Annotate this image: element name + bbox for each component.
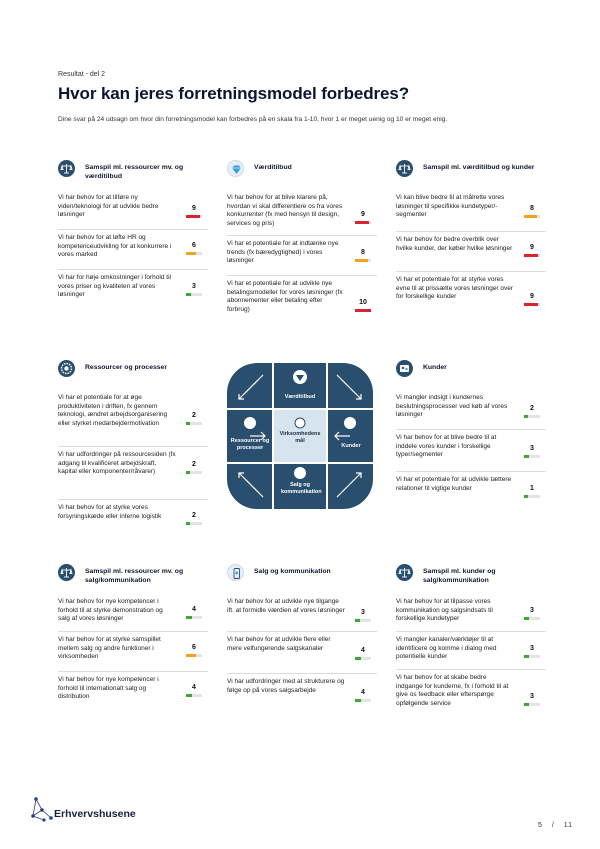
statement-item (58, 500, 208, 538)
section-vaerditilbud (227, 160, 377, 326)
statement-item (227, 632, 377, 674)
score-value: 9 (361, 211, 365, 218)
score-value: 4 (192, 684, 196, 691)
score-indicator (355, 298, 371, 312)
statement-text: Vi har behov for at løfte HR og kompetenceudvikling for at konkurrere i vores marked (58, 234, 172, 258)
score-indicator (524, 243, 540, 257)
score-indicator (355, 608, 371, 622)
score-bar-fill (186, 616, 192, 619)
scale-icon (396, 564, 413, 581)
score-indicator (186, 411, 202, 425)
scale-icon (396, 160, 413, 177)
score-bar (186, 694, 202, 697)
score-indicator (524, 606, 540, 620)
score-value: 4 (361, 689, 365, 696)
page-title: Hvor kan jeres forretningsmodel forbedres? (58, 84, 409, 103)
score-value: 2 (192, 461, 196, 468)
statement-item (396, 632, 546, 670)
statement-item (227, 236, 377, 276)
page-total: 11 (563, 822, 574, 829)
score-bar (186, 654, 202, 657)
score-bar (524, 617, 540, 620)
score-bar (355, 699, 371, 702)
score-bar-fill (186, 694, 192, 697)
section-samspil-ressourcer-vaerditilbud (58, 160, 208, 308)
score-bar-fill (524, 215, 537, 218)
statement-item (396, 190, 546, 232)
score-indicator (524, 644, 540, 658)
statement-text: Vi har behov for at tilføre ny viden/teknologi for at udvikle bedre løsninger (58, 194, 159, 218)
score-bar-fill (186, 252, 196, 255)
section-header (227, 160, 377, 186)
score-bar (186, 215, 202, 218)
score-value: 3 (530, 645, 534, 652)
statement-text: Vi har behov for bedre overblik over hvilke kunder, der køber hvilke løsninger (396, 236, 513, 252)
score-indicator (524, 292, 540, 306)
score-value: 10 (359, 299, 367, 306)
score-value: 9 (530, 244, 534, 251)
score-bar-fill (524, 703, 529, 706)
section-salg-kommunikation (227, 564, 377, 710)
section-title: Kunder (423, 364, 447, 371)
section-header (58, 160, 208, 186)
score-indicator (186, 643, 202, 657)
score-bar-fill (355, 699, 361, 702)
score-value: 8 (530, 205, 534, 212)
statement-item (396, 272, 546, 316)
statement-text: Vi har behov for at blive klarere på, hvordan vi skal differentiere os fra vores konkurrenter (fx med hensyn til design, services og pris) (227, 194, 343, 227)
score-bar-fill (186, 293, 191, 296)
diagram-left-label: Ressourcer og processer (230, 438, 270, 451)
section-kunder (396, 360, 546, 508)
score-indicator (186, 605, 202, 619)
score-indicator (186, 683, 202, 697)
score-bar-fill (186, 422, 190, 425)
statement-text: Vi har behov for at udvikle flere eller mere velfungerende salgskanaler (227, 636, 331, 652)
score-bar (524, 254, 540, 257)
score-bar-fill (524, 254, 538, 257)
diamond-icon (227, 160, 244, 177)
score-value: 2 (530, 405, 534, 412)
score-bar (186, 616, 202, 619)
score-indicator (186, 460, 202, 474)
score-value: 3 (530, 607, 534, 614)
section-samspil-vaerditilbud-kunder (396, 160, 546, 316)
score-bar (524, 215, 540, 218)
score-value: 3 (192, 283, 196, 290)
section-header (227, 564, 377, 590)
score-indicator (524, 484, 540, 498)
diagram-bottom-label: Salg og kommunikation (281, 482, 322, 495)
score-value: 4 (192, 606, 196, 613)
score-bar (355, 309, 371, 312)
score-bar (524, 303, 540, 306)
score-indicator (355, 688, 371, 702)
statement-item (396, 594, 546, 632)
score-indicator (524, 404, 540, 418)
score-bar-fill (186, 654, 196, 657)
score-bar (524, 495, 540, 498)
statement-text: Vi har et potentiale for at udvikle nye betalingsmodeller for vores løsninger (fx abonnementer eller betaling efter forbrug) (227, 280, 343, 313)
score-bar (355, 619, 371, 622)
statement-text: Vi har et potentiale for at styrke vores evne til at prissætte vores løsninger over for forskellige kunder (396, 276, 514, 300)
statement-item (396, 430, 546, 472)
statement-text: Vi har for høje omkostninger i forhold til vores priser og kvaliteten af vores løsninger (58, 274, 171, 298)
score-bar-fill (186, 215, 200, 218)
statement-text: Vi har et potentiale for at udvikle tættere relationer til vigtige kunder (396, 476, 512, 492)
statement-item (58, 672, 208, 708)
scale-icon (58, 564, 75, 581)
statement-item (396, 472, 546, 508)
score-value: 3 (530, 693, 534, 700)
score-bar (524, 655, 540, 658)
score-bar-fill (524, 455, 529, 458)
score-indicator (355, 646, 371, 660)
score-indicator (524, 444, 540, 458)
score-bar (186, 422, 202, 425)
score-indicator (186, 282, 202, 296)
statement-item (227, 674, 377, 710)
statement-text: Vi har behov for at udvikle nye tilgange ift. at formidle værdien af vores løsninger (227, 598, 345, 614)
diagram-center-label: Virksomhedens mål (279, 431, 321, 444)
statement-text: Vi har behov for nye kompetencer i forhold til internationalt salg og distribution (58, 676, 159, 700)
statement-item (227, 190, 377, 236)
statement-item (227, 276, 377, 326)
score-bar-fill (355, 309, 371, 312)
scale-icon (58, 160, 75, 177)
section-header (396, 160, 546, 186)
statement-item (58, 390, 208, 447)
score-value: 2 (192, 412, 196, 419)
intro-text: Dine svar på 24 udsagn om hvor din forretningsmodel kan forbedres på en skala fra 1-10, hvor 1 er meget uenig og 10 er meget enig. (58, 116, 448, 123)
section-title: Salg og kommunikation (254, 568, 331, 575)
score-value: 3 (530, 445, 534, 452)
statement-item (58, 230, 208, 270)
statement-item (58, 594, 208, 632)
section-title: Værditilbud (254, 164, 292, 171)
statement-item (58, 632, 208, 672)
score-indicator (186, 204, 202, 218)
network-logo-icon (30, 796, 56, 822)
statement-text: Vi kan blive bedre til at målrette vores løsninger til specifikke kundetyper/-segmenter (396, 194, 505, 218)
customers-icon (396, 360, 413, 377)
score-bar (355, 259, 371, 262)
statement-text: Vi har behov for at blive bedre til at inddele vores kunder i forskellige typer/segmenter (396, 434, 497, 458)
section-title: Ressourcer og processer (85, 364, 167, 371)
statement-text: Vi har behov for at styrke samspillet mellem salg og andre funktioner i virksomheden (58, 636, 161, 660)
score-bar-fill (355, 221, 369, 224)
section-header (396, 564, 546, 590)
score-value: 9 (530, 293, 534, 300)
page-number (538, 822, 573, 829)
score-value: 2 (192, 512, 196, 519)
score-indicator (524, 692, 540, 706)
gear-icon (58, 360, 75, 377)
phone-icon (227, 564, 244, 581)
section-title: Samspil ml. kunder og salg/kommunikation (423, 568, 496, 584)
statement-text: Vi har behov for at skabe bedre indgange for kunderne, fx i forhold til at give os feedback eller efterspørge opfølgende service (396, 674, 509, 707)
score-value: 9 (192, 205, 196, 212)
score-bar (355, 221, 371, 224)
score-bar-fill (524, 415, 528, 418)
score-value: 1 (530, 485, 534, 492)
diagram-top-label: Værditilbud (284, 394, 316, 400)
score-indicator (186, 241, 202, 255)
section-header (396, 360, 546, 386)
brand-logo (30, 796, 56, 827)
score-bar (186, 471, 202, 474)
score-value: 4 (361, 647, 365, 654)
section-label: Resultat - del 2 (58, 71, 106, 78)
score-bar (524, 455, 540, 458)
section-ressourcer-processer (58, 360, 208, 538)
page-current: 5 (538, 822, 543, 829)
section-header (58, 564, 208, 590)
score-bar-fill (355, 657, 361, 660)
section-samspil-kunder-salg (396, 564, 546, 718)
score-value: 8 (361, 249, 365, 256)
statement-text: Vi har behov for nye kompetencer i forhold til at styrke demonstration og salg af vores løsninger (58, 598, 163, 622)
score-bar (186, 252, 202, 255)
score-bar-fill (186, 522, 190, 525)
statement-text: Vi har behov for at tilpasse vores kommunikation og salgsindsats til forskellige kundetyper (396, 598, 493, 622)
page-separator: / (551, 822, 555, 829)
score-bar (524, 415, 540, 418)
score-bar-fill (355, 259, 368, 262)
statement-text: Vi har behov for at styrke vores forsyningskæde eller interne logistik (58, 504, 162, 520)
score-bar-fill (524, 495, 528, 498)
score-bar-fill (524, 303, 538, 306)
score-indicator (355, 248, 371, 262)
score-indicator (524, 204, 540, 218)
score-bar (186, 522, 202, 525)
score-bar-fill (355, 619, 360, 622)
statement-item (58, 270, 208, 308)
brand-name: Erhvervshusene (54, 808, 136, 820)
section-samspil-ressourcer-salg (58, 564, 208, 708)
score-value: 6 (192, 242, 196, 249)
statement-item (396, 670, 546, 718)
score-bar-fill (186, 471, 190, 474)
statement-text: Vi har et potentiale for at indtænke nye trends (fx bæredygtighed) i vores løsninger (227, 240, 339, 264)
statement-item (396, 232, 546, 272)
statement-text: Vi mangler indsigt i kundernes beslutningsprocesser ved køb af vores løsninger (396, 394, 508, 418)
section-title: Samspil ml. ressourcer mv. og salg/kommunikation (85, 568, 184, 584)
score-bar (355, 657, 371, 660)
score-value: 3 (361, 609, 365, 616)
statement-item (58, 190, 208, 230)
score-bar (186, 293, 202, 296)
business-model-diagram (225, 361, 375, 511)
score-value: 6 (192, 644, 196, 651)
section-header (58, 360, 208, 386)
statement-text: Vi mangler kanaler/værktøjer til at identificere og komme i dialog med potentielle kunder (396, 636, 497, 660)
statement-text: Vi har udfordringer på ressourcesiden (fx adgang til kvalificeret arbejdskraft, kapital eller komponenter/råvarer) (58, 451, 176, 475)
statement-item (396, 390, 546, 430)
score-bar-fill (524, 655, 529, 658)
section-title: Samspil ml. værditilbud og kunder (423, 164, 535, 171)
statement-item (227, 594, 377, 632)
statement-text: Vi har et potentiale for at øge produktiviteten i driften, fx gennem teknologi, ændret arbejdsorganisering eller styrket medarbejdermotivation (58, 394, 168, 427)
diagram-right-label: Kunder (341, 443, 361, 449)
score-bar-fill (524, 617, 529, 620)
score-bar (524, 703, 540, 706)
statement-item (58, 447, 208, 500)
statement-text: Vi har udfordringer med at strukturere og følge op på vores salgsarbejde (227, 678, 345, 694)
score-indicator (186, 511, 202, 525)
score-indicator (355, 210, 371, 224)
section-title: Samspil ml. ressourcer mv. og værditilbud (85, 164, 184, 180)
